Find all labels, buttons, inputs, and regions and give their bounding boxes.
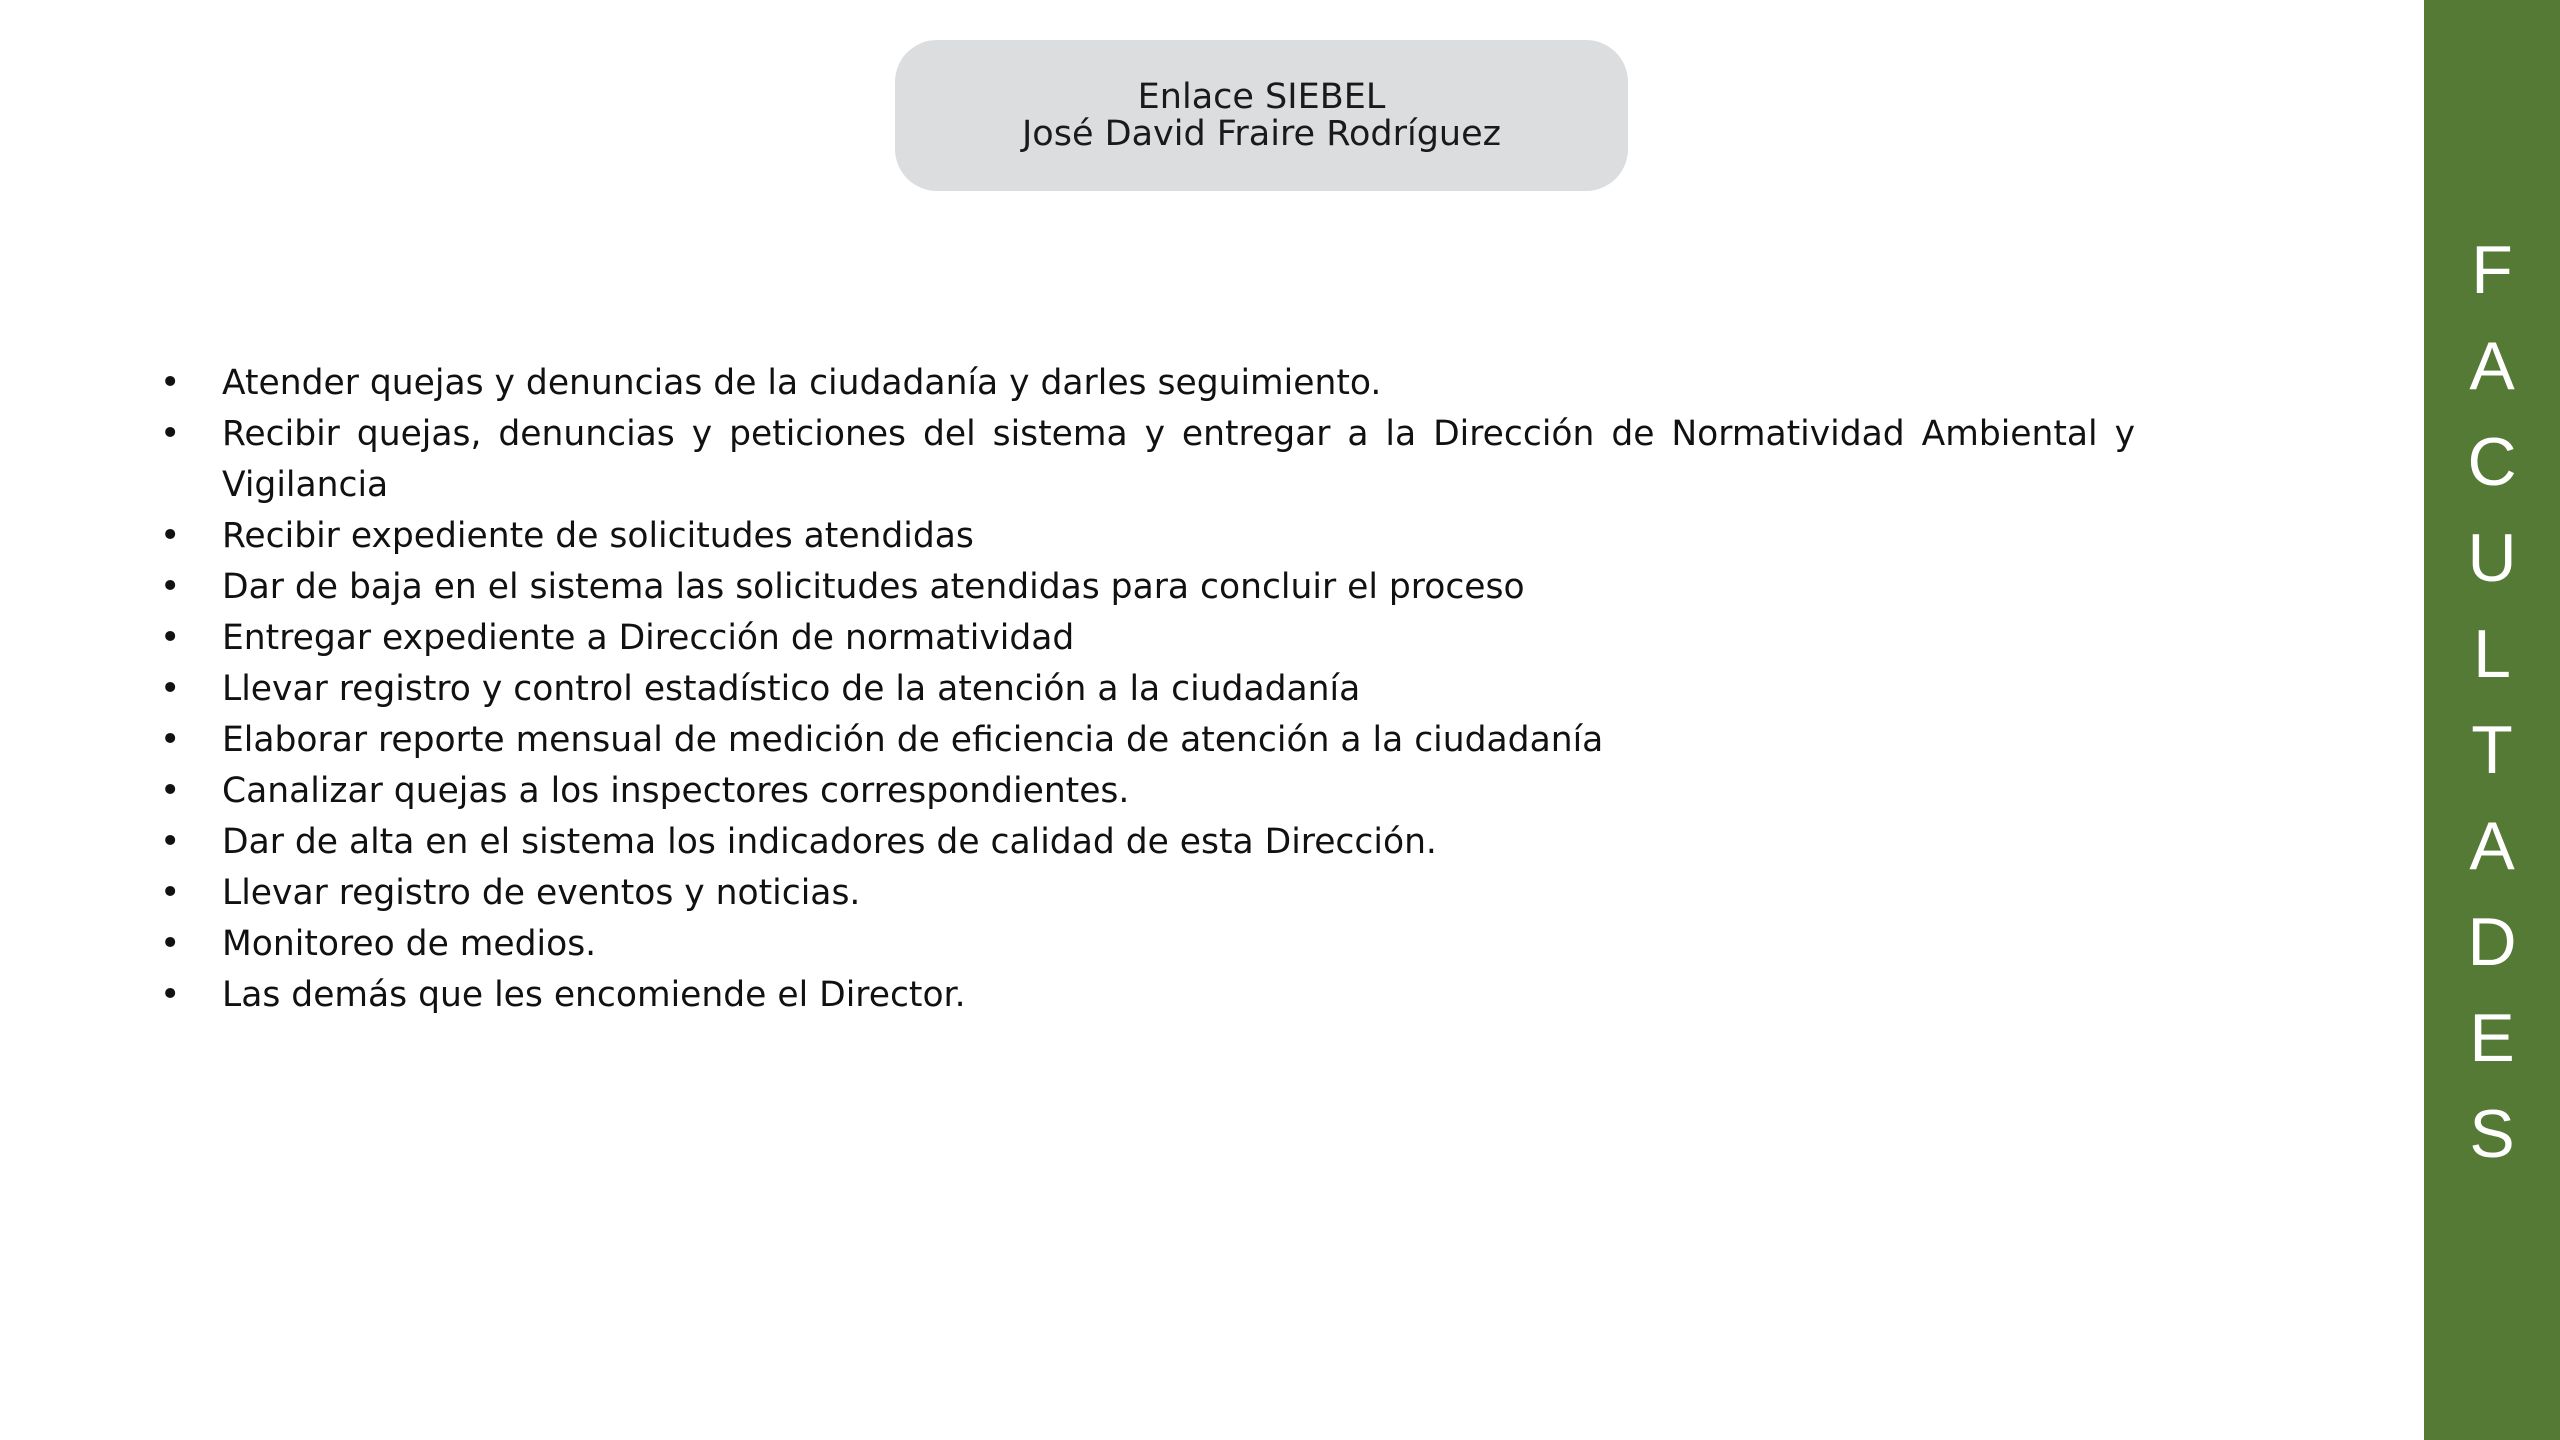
list-item-text: Monitoreo de medios.	[222, 924, 597, 964]
title-box	[895, 40, 1628, 191]
list-item-text: Dar de baja en el sistema las solicitudes atendidas para concluir el proceso	[222, 567, 1525, 607]
list-item-text: Canalizar quejas a los inspectores correspondientes.	[222, 771, 1130, 811]
list-item	[160, 511, 2135, 562]
list-item-text: Recibir quejas, denuncias y peticiones del sistema y entregar a la Dirección de Normatividad Ambiental y Vigilancia	[222, 414, 2135, 505]
list-item-text: Dar de alta en el sistema los indicadores de calidad de esta Dirección.	[222, 822, 1437, 862]
bullet-icon: •	[160, 516, 181, 556]
list-item	[160, 919, 2135, 970]
list-item	[160, 613, 2135, 664]
bullet-icon: •	[160, 975, 181, 1015]
bullet-icon: •	[160, 414, 181, 454]
section-title-letter: L	[2473, 616, 2511, 692]
list-item	[160, 868, 2135, 919]
list-item	[160, 358, 2135, 409]
list-item-text: Atender quejas y denuncias de la ciudadanía y darles seguimiento.	[222, 363, 1382, 403]
section-title-letter: S	[2469, 1096, 2515, 1172]
list-item-text: Entregar expediente a Dirección de normatividad	[222, 618, 1075, 658]
section-title-vertical	[2424, 222, 2560, 1182]
list-item-text: Llevar registro de eventos y noticias.	[222, 873, 861, 913]
list-item	[160, 817, 2135, 868]
bullet-icon: •	[160, 669, 181, 709]
list-item-text: Las demás que les encomiende el Director.	[222, 975, 966, 1015]
section-title-letter: E	[2469, 1000, 2515, 1076]
bullet-icon: •	[160, 567, 181, 607]
section-title-letter: A	[2469, 808, 2515, 884]
section-title-letter: F	[2471, 232, 2513, 308]
section-title-letter: C	[2467, 424, 2517, 500]
bullet-icon: •	[160, 924, 181, 964]
bullet-icon: •	[160, 873, 181, 913]
section-title-letter: U	[2467, 520, 2517, 596]
section-sidebar	[2424, 0, 2560, 1440]
section-title-letter: T	[2471, 712, 2513, 788]
list-item	[160, 664, 2135, 715]
list-item	[160, 970, 2135, 1021]
list-item	[160, 715, 2135, 766]
list-item-text: Elaborar reporte mensual de medición de eficiencia de atención a la ciudadanía	[222, 720, 1604, 760]
list-item	[160, 766, 2135, 817]
bullet-icon: •	[160, 618, 181, 658]
bullet-icon: •	[160, 363, 181, 403]
list-item	[160, 409, 2135, 511]
bullet-icon: •	[160, 822, 181, 862]
section-title-letter: A	[2469, 328, 2515, 404]
list-item-text: Recibir expediente de solicitudes atendidas	[222, 516, 974, 556]
list-item	[160, 562, 2135, 613]
bullet-icon: •	[160, 771, 181, 811]
title-person-name: José David Fraire Rodríguez	[1021, 113, 1502, 154]
list-item-text: Llevar registro y control estadístico de la atención a la ciudadanía	[222, 669, 1361, 709]
section-title-letter: D	[2467, 904, 2517, 980]
title-role: Enlace SIEBEL	[1137, 76, 1386, 117]
bullet-icon: •	[160, 720, 181, 760]
duties-list	[160, 358, 2135, 1021]
